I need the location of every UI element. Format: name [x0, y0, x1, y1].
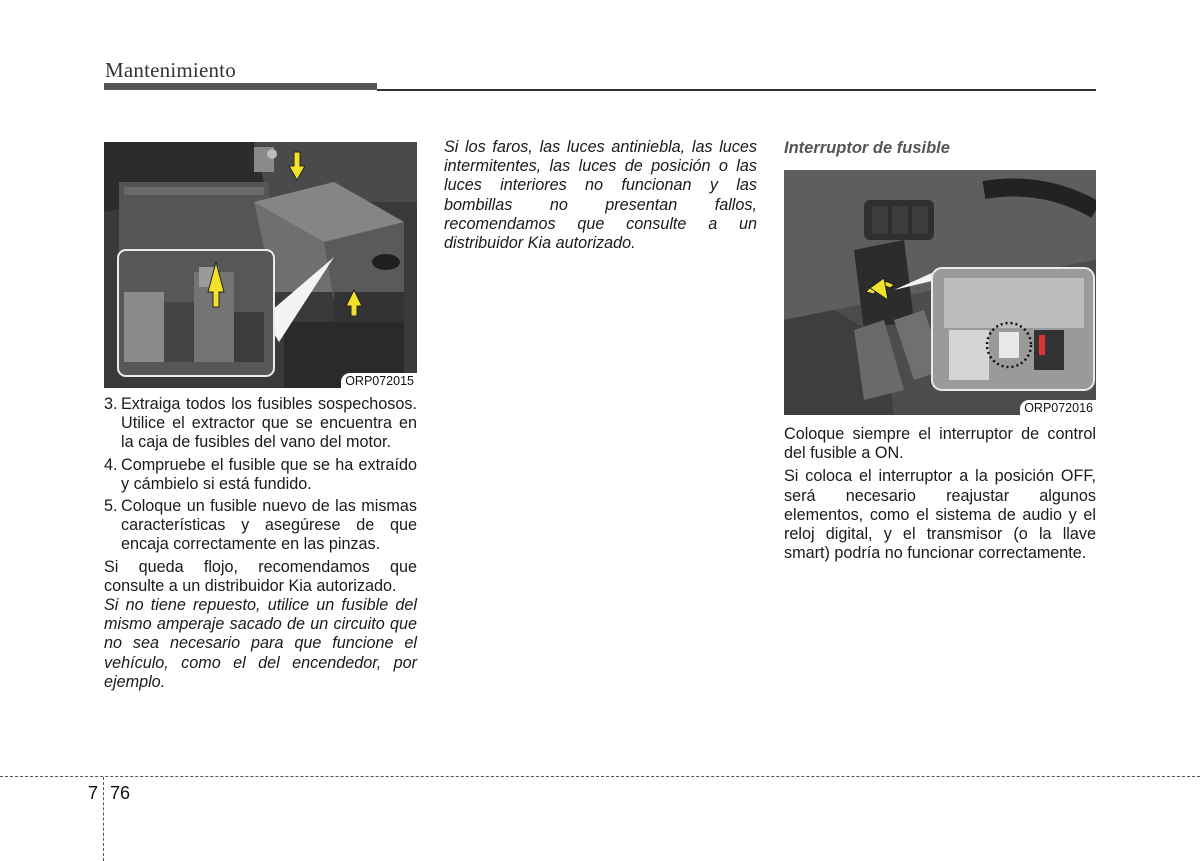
- dealer-advice-paragraph: Si queda flojo, recomendamos que consulte a un distribuidor Kia autorizado.: [104, 557, 417, 595]
- fuse-switch-illustration: [784, 170, 1096, 415]
- footer-dashed-rule: [0, 776, 1200, 777]
- figure-code: ORP072015: [341, 373, 417, 388]
- step-text: Compruebe el fusible que se ha extraído y cámbielo si está fundido.: [121, 455, 417, 493]
- step-3: [104, 395, 417, 453]
- figure-code: ORP072016: [1020, 400, 1096, 415]
- column-3-heading: [784, 139, 1096, 158]
- footer-dashed-divider: [103, 777, 104, 861]
- step-number: 4.: [104, 455, 118, 474]
- step-5: [104, 497, 417, 555]
- lights-note: Si los faros, las luces antiniebla, las luces intermitentes, las luces de posición o las luces interiores no funcionan y las bombillas no presentan fallos, recomendamos que consulte a un distribuidor Kia autorizado.: [444, 138, 757, 253]
- column-2-text: [444, 138, 757, 257]
- step-number: 3.: [104, 395, 118, 413]
- column-1-text: [104, 395, 417, 696]
- fuse-switch-heading: Interruptor de fusible: [784, 139, 950, 157]
- fuse-switch-paragraph-1: Coloque siempre el interruptor de control del fusible a ON.: [784, 425, 1096, 463]
- header-rule-thin: [377, 89, 1096, 91]
- step-number: 5.: [104, 497, 118, 516]
- column-3-text: [784, 425, 1096, 567]
- spare-fuse-note: Si no tiene repuesto, utilice un fusible del mismo amperaje sacado de un circuito que no sea necesario para que funcione el vehículo, como el del encendedor, por ejemplo.: [104, 596, 417, 691]
- fuse-switch-paragraph-2: Si coloca el interruptor a la posición OFF, será necesario reajustar algunos elementos, como el sistema de audio y el reloj digital, y el transmisor (o la llave smart) podría no funcionar correctamente.: [784, 467, 1096, 563]
- chapter-number: 7: [88, 783, 99, 803]
- step-text: Coloque un fusible nuevo de las mismas características y asegúrese de que encaja correctamente en las pinzas.: [121, 497, 417, 554]
- engine-fuse-box-illustration: [104, 142, 417, 388]
- step-4: [104, 456, 417, 494]
- step-text: Extraiga todos los fusibles sospechosos. Utilice el extractor que se encuentra en la caja de fusibles del vano del motor.: [121, 395, 417, 452]
- fuse-switch-photo: [784, 170, 1096, 415]
- page-header-title: Mantenimiento: [105, 58, 236, 82]
- header-rule-thick: [104, 83, 377, 90]
- engine-fuse-box-photo: [104, 142, 417, 388]
- page-number: 76: [110, 783, 131, 803]
